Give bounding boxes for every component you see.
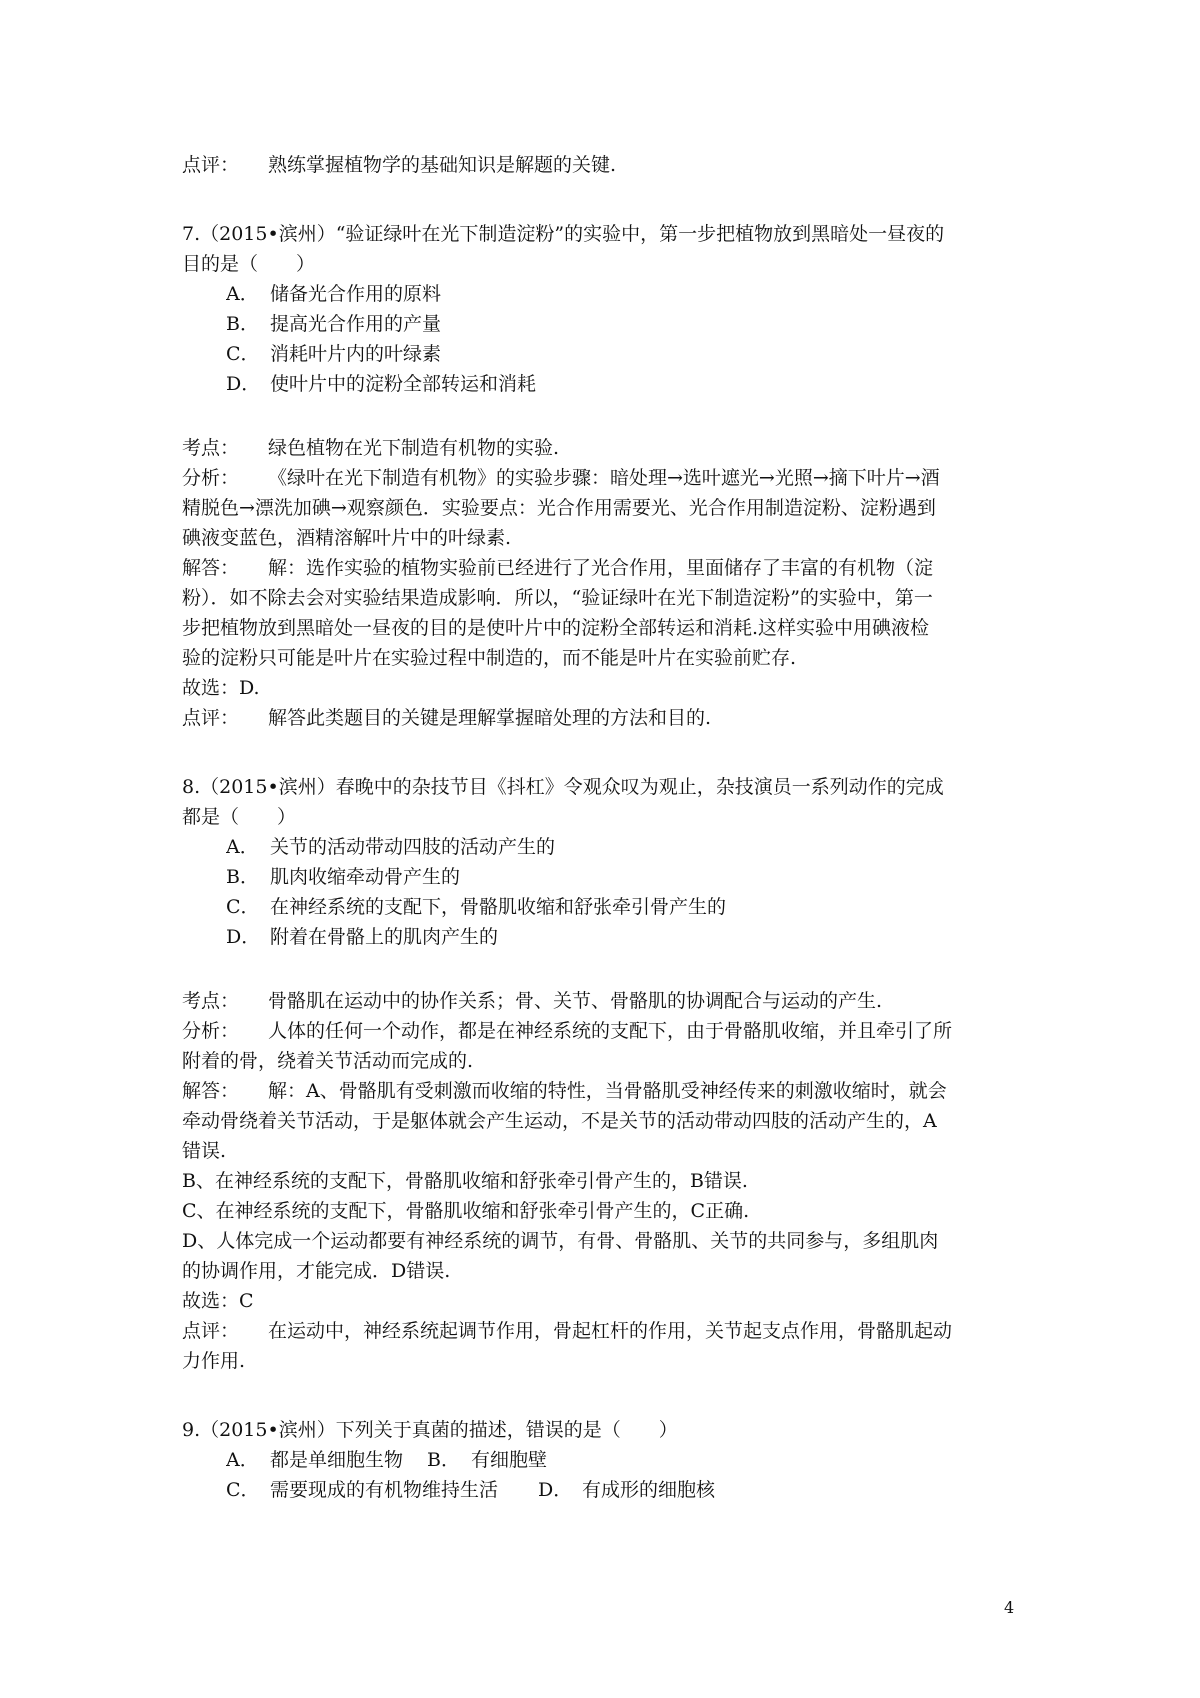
q7-stem-line-1: 7.（2015•滨州）“验证绿叶在光下制造淀粉”的实验中，第一步把植物放到黑暗处一昼夜的 — [182, 223, 945, 245]
q8-stem-line-2: 都是（ ） — [182, 806, 297, 828]
q9-options-row-1 — [226, 1445, 1086, 1475]
q9-options-row-2 — [226, 1475, 1086, 1505]
kaodian-text: 绿色植物在光下制造有机物的实验. — [268, 437, 560, 459]
q7-stem-line-2: 目的是（ ） — [182, 253, 316, 275]
q7-option-c — [226, 339, 1086, 369]
option-text: 在神经系统的支配下，骨骼肌收缩和舒张牵引骨产生的 — [270, 896, 727, 918]
option-text: 使叶片中的淀粉全部转运和消耗 — [270, 373, 537, 395]
fenxi-text: 人体的任何一个动作，都是在神经系统的支配下，由于骨骼肌收缩，并且牵引了所 — [268, 1020, 953, 1042]
option-text: 关节的活动带动四肢的活动产生的 — [270, 836, 556, 858]
q8-dianping-line-2: 力作用. — [182, 1350, 246, 1372]
option-mark: B． — [427, 1449, 460, 1471]
q8-jieda-line-3: 错误. — [182, 1140, 227, 1162]
dianping-label: 点评： — [182, 1320, 240, 1342]
q7-jieda-line-2: 粉）．如不除去会对实验结果造成影响．所以，“验证绿叶在光下制造淀粉”的实验中，第一 — [182, 587, 933, 609]
kaodian-label: 考点： — [182, 990, 240, 1012]
option-mark: B． — [226, 313, 259, 335]
q7-option-d — [226, 369, 1086, 399]
dianping-text: 解答此类题目的关键是理解掌握暗处理的方法和目的. — [268, 707, 712, 729]
fenxi-text: 《绿叶在光下制造有机物》的实验步骤：暗处理→选叶遮光→光照→摘下叶片→酒 — [268, 467, 940, 489]
lead-comment — [182, 150, 1042, 180]
q9-stem: 9.（2015•滨州）下列关于真菌的描述，错误的是（ ） — [182, 1419, 678, 1441]
q8-jieda-line-4: B、在神经系统的支配下，骨骼肌收缩和舒张牵引骨产生的，B错误. — [182, 1170, 748, 1192]
option-text: 有成形的细胞核 — [582, 1479, 716, 1501]
option-text: 提高光合作用的产量 — [270, 313, 442, 335]
option-mark: C． — [226, 896, 260, 918]
jieda-text: 解：A、骨骼肌有受刺激而收缩的特性，当骨骼肌受神经传来的刺激收缩时，就会 — [268, 1080, 947, 1102]
option-text: 需要现成的有机物维持生活 — [270, 1479, 499, 1501]
option-text: 都是单细胞生物 — [270, 1449, 404, 1471]
option-mark: C． — [226, 343, 260, 365]
q7-jieda-line-3: 步把植物放到黑暗处一昼夜的目的是使叶片中的淀粉全部转运和消耗.这样实验中用碘液检 — [182, 617, 930, 639]
fenxi-label: 分析： — [182, 1020, 240, 1042]
option-mark: A． — [226, 836, 259, 858]
q8-jieda-line-5: C、在神经系统的支配下，骨骼肌收缩和舒张牵引骨产生的，C正确. — [182, 1200, 750, 1222]
q8-option-c — [226, 892, 1086, 922]
lead-comment-text: 熟练掌握植物学的基础知识是解题的关键. — [268, 154, 617, 176]
q8-fenxi-line-1 — [182, 1016, 1042, 1046]
option-mark: D． — [226, 373, 261, 395]
q8-fenxi-line-2: 附着的骨，绕着关节活动而完成的. — [182, 1050, 474, 1072]
option-text: 肌肉收缩牵动骨产生的 — [270, 866, 461, 888]
q7-fenxi-line-1 — [182, 463, 1042, 493]
q8-option-b — [226, 862, 1086, 892]
q7-option-b — [226, 309, 1086, 339]
kaodian-text: 骨骼肌在运动中的协作关系；骨、关节、骨骼肌的协调配合与运动的产生. — [268, 990, 883, 1012]
option-mark: B． — [226, 866, 259, 888]
option-mark: A． — [226, 1449, 259, 1471]
option-text: 消耗叶片内的叶绿素 — [270, 343, 442, 365]
q7-answer: 故选：D. — [182, 677, 260, 699]
lead-comment-label: 点评： — [182, 154, 240, 176]
option-text: 附着在骨骼上的肌肉产生的 — [270, 926, 499, 948]
q7-fenxi-line-3: 碘液变蓝色，酒精溶解叶片中的叶绿素. — [182, 527, 512, 549]
dianping-text: 在运动中，神经系统起调节作用，骨起杠杆的作用，关节起支点作用，骨骼肌起动 — [268, 1320, 953, 1342]
option-mark: C． — [226, 1479, 260, 1501]
q8-option-a — [226, 832, 1086, 862]
jieda-label: 解答： — [182, 557, 240, 579]
q8-jieda-line-2: 牵动骨绕着关节活动，于是躯体就会产生运动，不是关节的活动带动四肢的活动产生的，A — [182, 1110, 937, 1132]
q7-fenxi-line-2: 精脱色→漂洗加碘→观察颜色．实验要点：光合作用需要光、光合作用制造淀粉、淀粉遇到 — [182, 497, 936, 519]
q8-option-d — [226, 922, 1086, 952]
option-mark: D． — [226, 926, 261, 948]
option-text: 有细胞壁 — [471, 1449, 548, 1471]
jieda-label: 解答： — [182, 1080, 240, 1102]
q8-jieda-line-1 — [182, 1076, 1042, 1106]
dianping-label: 点评： — [182, 707, 240, 729]
kaodian-label: 考点： — [182, 437, 240, 459]
fenxi-label: 分析： — [182, 467, 240, 489]
jieda-text: 解：选作实验的植物实验前已经进行了光合作用，里面储存了丰富的有机物（淀 — [268, 557, 934, 579]
q7-option-a — [226, 279, 1086, 309]
q8-jieda-line-7: 的协调作用，才能完成．D错误. — [182, 1260, 451, 1282]
q7-jieda-line-4: 验的淀粉只可能是叶片在实验过程中制造的，而不能是叶片在实验前贮存. — [182, 647, 797, 669]
page-number: 4 — [1004, 1598, 1015, 1617]
q7-dianping — [182, 703, 1042, 733]
option-text: 储备光合作用的原料 — [270, 283, 442, 305]
q8-answer: 故选：C — [182, 1290, 254, 1312]
q8-kaodian — [182, 986, 1042, 1016]
option-mark: D． — [538, 1479, 573, 1501]
q7-kaodian — [182, 433, 1042, 463]
option-mark: A． — [226, 283, 259, 305]
q8-jieda-line-6: D、人体完成一个运动都要有神经系统的调节，有骨、骨骼肌、关节的共同参与，多组肌肉 — [182, 1230, 939, 1252]
q7-jieda-line-1 — [182, 553, 1042, 583]
q8-dianping-line-1 — [182, 1316, 1042, 1346]
q8-stem-line-1: 8.（2015•滨州）春晚中的杂技节目《抖杠》令观众叹为观止，杂技演员一系列动作的完成 — [182, 776, 944, 798]
